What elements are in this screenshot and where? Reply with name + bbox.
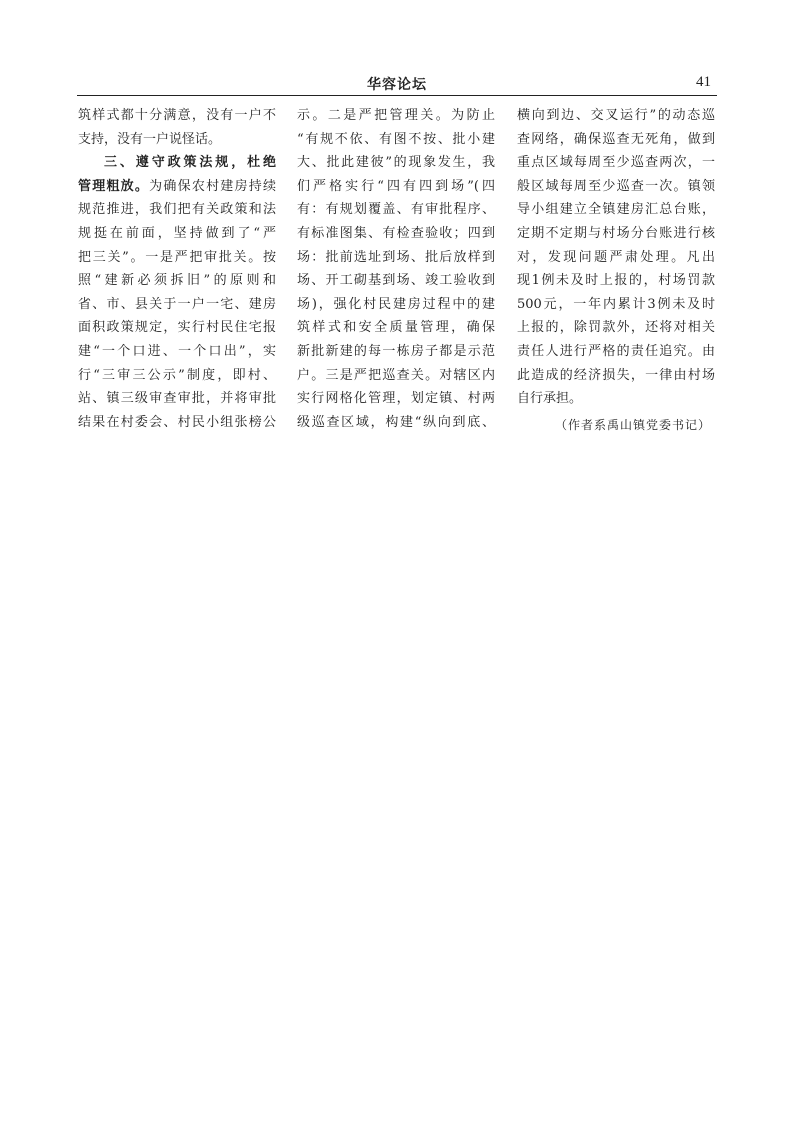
- text-line: 筑样式和安全质量管理，确保: [297, 320, 495, 336]
- text-line: [78, 175, 276, 199]
- text-line: 新批新建的每一栋房子都是示范: [297, 343, 495, 359]
- text-line: 定期不定期与村场分台账进行核: [517, 225, 715, 241]
- text-line: 支持，没有一户说怪话。: [78, 131, 222, 147]
- text-line: 查网络，确保巡查无死角，做到: [517, 131, 715, 147]
- running-header: [77, 72, 717, 96]
- text-line: 责任人进行严格的责任追究。由: [517, 343, 715, 359]
- text-line: 场)，强化村民建房过程中的建: [297, 296, 495, 312]
- text-line: 自行承担。: [517, 391, 583, 407]
- header-rule: [77, 95, 717, 96]
- text-line: 般区域每周至少巡查一次。镇领: [517, 178, 715, 194]
- text-line: 现1例未及时上报的，村场罚款: [517, 273, 715, 289]
- text-line: 把三关”。一是严把审批关。按: [78, 249, 276, 265]
- text-line: 们严格实行“四有四到场”(四: [297, 178, 495, 194]
- text-line: “有规不依、有图不按、批小建: [297, 131, 495, 147]
- text-line: 有：有规划覆盖、有审批程序、: [297, 202, 495, 218]
- text-line: 大、批此建彼”的现象发生，我: [297, 155, 495, 171]
- text-line: 对，发现问题严肃处理。凡出: [517, 249, 715, 265]
- text-line: 照“建新必须拆旧”的原则和: [78, 273, 276, 289]
- text-line: 建“一个口进、一个口出”，实: [78, 343, 276, 359]
- text-line: 导小组建立全镇建房汇总台账，: [517, 202, 715, 218]
- text-line: 横向到边、交叉运行”的动态巡: [517, 108, 715, 123]
- text-line: 场：批前选址到场、批后放样到: [297, 249, 495, 265]
- text-line: 站、镇三级审查审批，并将审批: [78, 391, 276, 407]
- author-signature: （作者系禹山镇党委书记）: [554, 417, 711, 432]
- text-line: 实行网格化管理，划定镇、村两: [297, 391, 495, 407]
- text-column-2: [297, 104, 495, 434]
- text-line: 结果在村委会、村民小组张榜公: [78, 414, 276, 430]
- text-column-3: [517, 104, 715, 437]
- text-line: 行“三审三公示”制度，即村、: [78, 367, 276, 383]
- text-line: 户。三是严把巡查关。对辖区内: [297, 367, 495, 383]
- text-line: 筑样式都十分满意，没有一户不: [78, 108, 276, 123]
- text-segment: 为确保农村建房持续: [149, 178, 276, 194]
- text-line: 重点区域每周至少巡查两次，一: [517, 155, 715, 171]
- text-column-1: [78, 104, 276, 434]
- section-heading: 三、遵守政策法规，杜绝: [104, 155, 276, 171]
- text-line: 上报的，除罚款外，还将对相关: [517, 320, 715, 336]
- text-line: 500元，一年内累计3例未及时: [517, 296, 715, 312]
- text-line: 有标准图集、有检查验收；四到: [297, 225, 495, 241]
- text-line: 此造成的经济损失，一律由村场: [517, 367, 715, 383]
- text-line: 面积政策规定，实行村民住宅报: [78, 320, 276, 336]
- text-line: 规挺在前面，坚持做到了“严: [78, 225, 276, 241]
- text-line: 场、开工砌基到场、竣工验收到: [297, 273, 495, 289]
- section-heading-cont: 管理粗放。: [78, 178, 150, 194]
- page-number: 41: [696, 74, 711, 90]
- text-line: 规范推进，我们把有关政策和法: [78, 202, 276, 218]
- text-line: 示。二是严把管理关。为防止: [297, 108, 495, 123]
- journal-title: 华容论坛: [367, 77, 427, 93]
- text-line: 省、市、县关于一户一宅、建房: [78, 296, 276, 312]
- text-line: 级巡查区域，构建“纵向到底、: [297, 414, 495, 430]
